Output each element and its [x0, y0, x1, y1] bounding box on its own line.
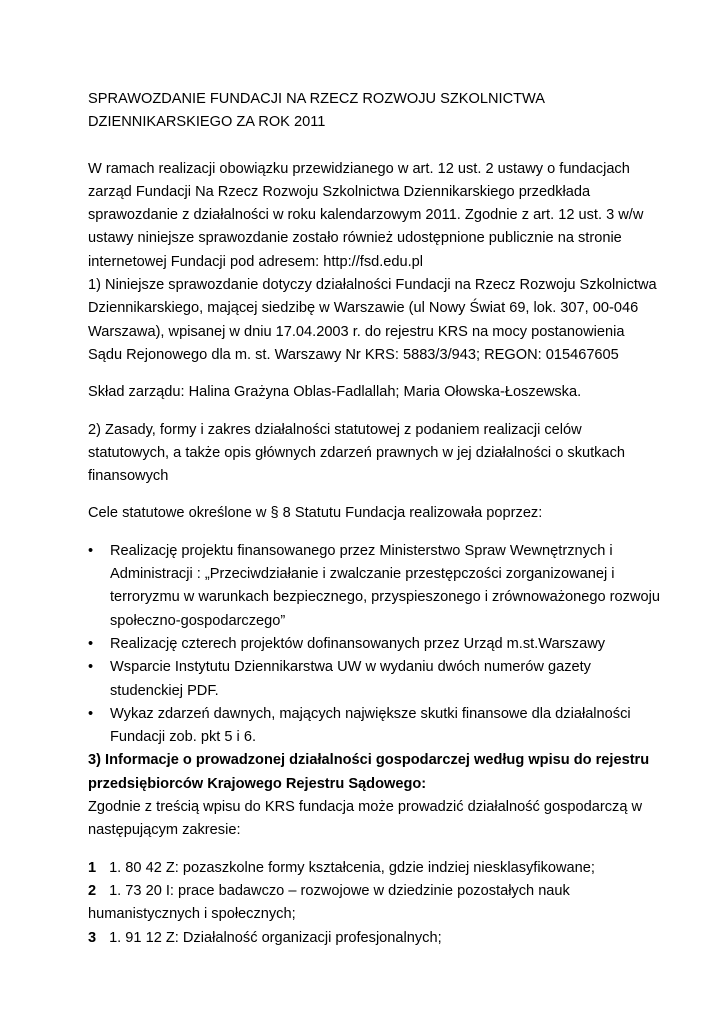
goals-intro: Cele statutowe określone w § 8 Statutu Fundacja realizowała poprzez:: [88, 505, 543, 522]
section-2-paragraph: [88, 419, 678, 489]
section-3-heading: [88, 749, 678, 796]
bullet-icon: •: [88, 705, 94, 722]
text-line: Administracji : „Przeciwdziałanie i zwalczanie przestępczości zorganizowanej i: [110, 566, 615, 583]
text-line: przedsiębiorców Krajowego Rejestru Sądowego:: [88, 775, 427, 792]
text-line: 1) Niniejsze sprawozdanie dotyczy działalności Fundacji na Rzecz Rozwoju Szkolnictwa: [88, 277, 657, 294]
activity-line: [88, 857, 678, 880]
item-number: 1: [88, 859, 97, 876]
list-item: [88, 656, 678, 703]
text-line: zarząd Fundacji Na Rzecz Rozwoju Szkolnictwa Dziennikarskiego przedkłada: [88, 183, 591, 200]
section-3-text: [88, 796, 678, 843]
activity-line: [88, 880, 678, 903]
list-item: [88, 927, 678, 950]
text-line: W ramach realizacji obowiązku przewidzianego w art. 12 ust. 2 ustawy o fundacjach: [88, 160, 630, 177]
goals-bullet-list: [88, 540, 678, 750]
text-line: 1. 73 20 I: prace badawczo – rozwojowe w dziedzinie pozostałych nauk: [109, 882, 570, 899]
board-members: Skład zarządu: Halina Grażyna Oblas-Fadlallah; Maria Ołowska-Łoszewska.: [88, 384, 582, 401]
section-1-paragraph: [88, 274, 678, 367]
list-item: [88, 633, 678, 656]
text-line: statutowych, a także opis głównych zdarzeń prawnych w jej działalności o skutkach: [88, 444, 625, 461]
text-line: 3) Informacje o prowadzonej działalności gospodarczej według wpisu do rejestru: [88, 752, 650, 769]
activities-list: [88, 857, 678, 950]
list-item: [88, 540, 678, 633]
title-line: DZIENNIKARSKIEGO ZA ROK 2011: [88, 114, 326, 131]
activity-line: [88, 927, 678, 950]
list-item: [88, 703, 678, 750]
bullet-icon: •: [88, 542, 94, 559]
text-line: 1. 91 12 Z: Działalność organizacji profesjonalnych;: [109, 929, 442, 946]
document-page: [88, 88, 678, 950]
text-line: terroryzmu w warunkach bezpiecznego, przyspieszonego i zrównoważonego rozwoju: [110, 589, 660, 606]
text-line: Sądu Rejonowego dla m. st. Warszawy Nr KRS: 5883/3/943; REGON: 015467605: [88, 346, 619, 363]
text-line: Wsparcie Instytutu Dziennikarstwa UW w wydaniu dwóch numerów gazety: [110, 659, 591, 676]
document-title: [88, 88, 678, 135]
list-item: [88, 880, 678, 927]
text-line: Fundacji zob. pkt 5 i 6.: [110, 729, 257, 746]
text-line: 1. 80 42 Z: pozaszkolne formy kształcenia, gdzie indziej niesklasyfikowane;: [109, 859, 595, 876]
text-line: studenckiej PDF.: [110, 682, 219, 699]
item-number: 3: [88, 929, 97, 946]
title-line: SPRAWOZDANIE FUNDACJI NA RZECZ ROZWOJU SZKOLNICTWA: [88, 91, 546, 107]
text-line: Warszawa), wpisanej w dniu 17.04.2003 r. do rejestru KRS na mocy postanowienia: [88, 323, 625, 340]
text-line: Realizację projektu finansowanego przez Ministerstwo Spraw Wewnętrznych i: [110, 542, 613, 559]
text-line: Realizację czterech projektów dofinansowanych przez Urząd m.st.Warszawy: [110, 635, 606, 652]
text-line: ustawy niniejsze sprawozdanie zostało również udostępnione publicznie na stronie: [88, 230, 622, 247]
text-line: Dziennikarskiego, mającej siedzibę w Warszawie (ul Nowy Świat 69, lok. 307, 00-046: [88, 300, 639, 317]
text-line: następującym zakresie:: [88, 822, 241, 839]
item-number: 2: [88, 882, 97, 899]
text-line: finansowych: [88, 468, 169, 485]
text-line: sprawozdanie z działalności w roku kalendarzowym 2011. Zgodnie z art. 12 ust. 3 w/w: [88, 207, 644, 224]
text-line: Wykaz zdarzeń dawnych, mających największe skutki finansowe dla działalności: [110, 705, 631, 722]
list-item: [88, 857, 678, 880]
intro-paragraph: [88, 158, 678, 274]
text-line: społeczno-gospodarczego”: [110, 612, 286, 629]
bullet-icon: •: [88, 635, 94, 652]
text-line: humanistycznych i społecznych;: [88, 906, 296, 923]
text-line: Zgodnie z treścią wpisu do KRS fundacja może prowadzić działalność gospodarczą w: [88, 799, 643, 816]
text-line: 2) Zasady, formy i zakres działalności statutowej z podaniem realizacji celów: [88, 421, 582, 438]
bullet-icon: •: [88, 659, 94, 676]
text-line: internetowej Fundacji pod adresem: http://fsd.edu.pl: [88, 253, 424, 270]
